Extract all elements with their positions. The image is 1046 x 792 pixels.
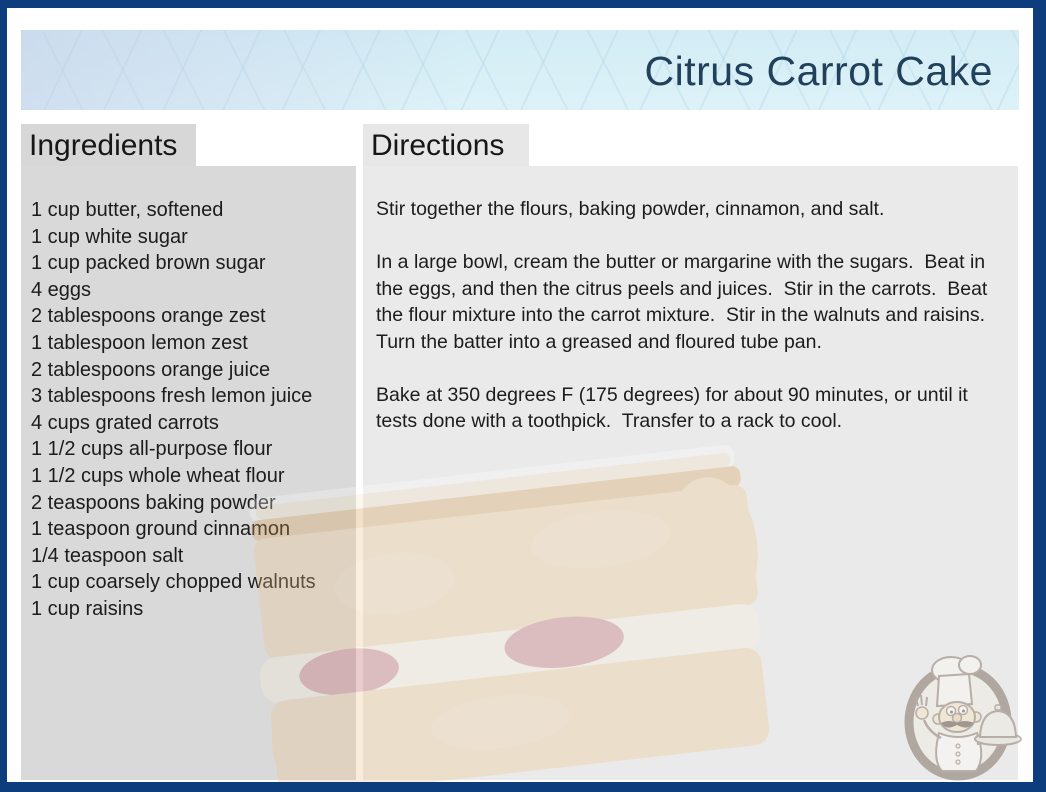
ingredient-item: 1 cup packed brown sugar bbox=[31, 252, 266, 275]
directions-heading: Directions bbox=[363, 124, 529, 166]
ingredient-item: 1 1/2 cups all-purpose flour bbox=[31, 438, 273, 461]
page-title: Citrus Carrot Cake bbox=[644, 48, 993, 94]
ingredient-item: 1 cup butter, softened bbox=[31, 199, 224, 221]
ingredient-item: 2 teaspoons baking powder bbox=[31, 491, 276, 514]
ingredients-heading: Ingredients bbox=[21, 124, 196, 166]
directions-paragraph: Bake at 350 degrees F (175 degrees) for about 90 minutes, or until it tests done with a toothpick. Transfer to a rack to cool. bbox=[376, 383, 974, 432]
ingredient-item: 1 1/2 cups whole wheat flour bbox=[31, 464, 285, 487]
ingredient-item: 1 tablespoon lemon zest bbox=[31, 331, 248, 354]
directions-paragraph: In a large bowl, cream the butter or margarine with the sugars. Beat in the eggs, and then the citrus peels and juices. Stir in the carrots. Beat the flour mixture into the carrot mixture. Stir in the walnuts and raisins. Turn the batter into a greased and floured tube pan. bbox=[376, 251, 996, 353]
ingredient-item: 1 cup white sugar bbox=[31, 225, 188, 248]
ingredient-list bbox=[21, 166, 356, 623]
ingredient-item: 1/4 teaspoon salt bbox=[31, 544, 184, 567]
ingredients-panel bbox=[21, 166, 356, 780]
directions-paragraph: Stir together the flours, baking powder, cinnamon, and salt. bbox=[376, 198, 885, 220]
ingredient-item: 2 tablespoons orange zest bbox=[31, 305, 266, 328]
ingredient-item: 1 cup raisins bbox=[31, 597, 144, 620]
ingredient-item: 4 eggs bbox=[31, 278, 92, 301]
title-banner bbox=[21, 30, 1019, 110]
ingredient-item: 1 cup coarsely chopped walnuts bbox=[31, 571, 316, 594]
ingredient-item: 2 tablespoons orange juice bbox=[31, 358, 271, 381]
directions-body bbox=[363, 166, 1018, 435]
ingredient-item: 1 teaspoon ground cinnamon bbox=[31, 518, 291, 541]
directions-panel bbox=[363, 166, 1018, 780]
ingredient-item: 3 tablespoons fresh lemon juice bbox=[31, 385, 313, 408]
ingredient-item: 4 cups grated carrots bbox=[31, 411, 219, 434]
